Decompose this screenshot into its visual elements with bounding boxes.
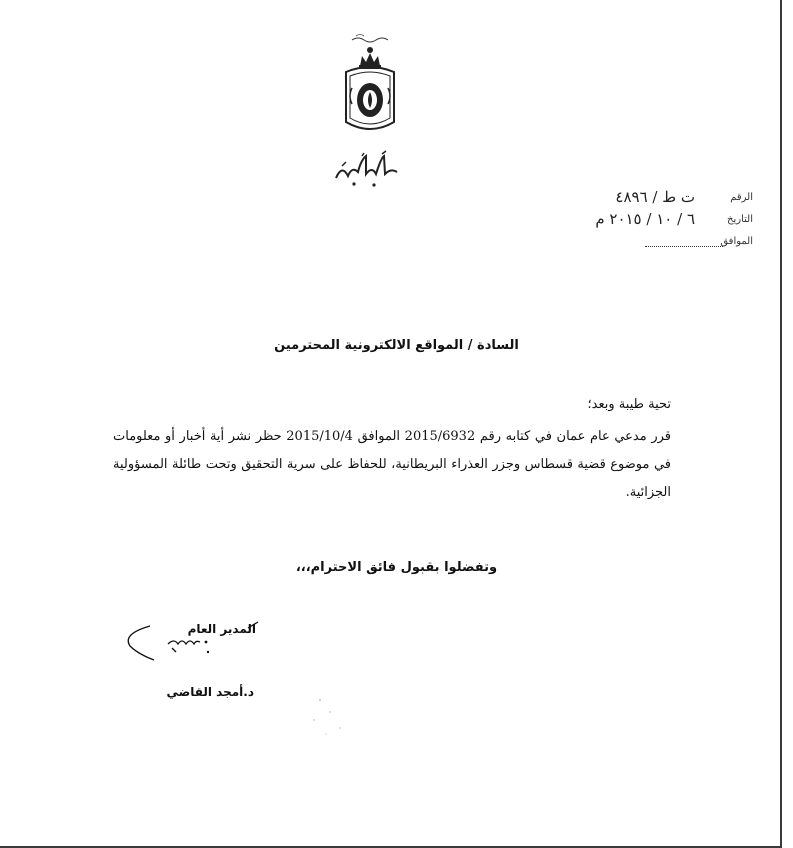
reference-date-label: التاريخ (727, 214, 753, 225)
letterhead-emblem (322, 28, 418, 188)
signature-block (116, 612, 286, 732)
scan-artifact (300, 690, 360, 740)
reference-date-row (533, 210, 753, 232)
reference-number-label: الرقم (730, 192, 753, 203)
signatory-title: المدير العام (187, 622, 256, 636)
crown-emblem-icon (322, 28, 418, 188)
reference-number-value: ت ط / ٤٨٩٦ (615, 188, 695, 206)
reference-hijri-blank (645, 246, 723, 247)
signatory-name: د.أمجد القاضي (166, 685, 254, 699)
reference-number-row (533, 188, 753, 210)
reference-hijri-label: الموافق (720, 236, 753, 247)
letter-body (113, 397, 671, 507)
body-paragraph: قرر مدعي عام عمان في كتابه رقم 2015/6932 الموافق 2015/10/4 حظر نشر أية أخبار أو معلومات في موضوع قضية قسطاس وجزر العذراء البريطانية، للحفاظ على سرية التحقيق وتحت طائلة المسؤولية الجزائية. (113, 429, 671, 500)
reference-date-value: ٦ / ١٠ / ٢٠١٥ م (595, 210, 695, 228)
addressee-line: السادة / المواقع الالكترونية المحترمين (274, 338, 519, 353)
page-border-right (780, 0, 782, 848)
reference-block (533, 188, 753, 254)
greeting-line: تحية طيبة وبعد؛ (587, 397, 671, 412)
closing-line: وتفضلوا بقبول فائق الاحترام،،، (295, 560, 498, 575)
reference-hijri-row (533, 232, 753, 254)
